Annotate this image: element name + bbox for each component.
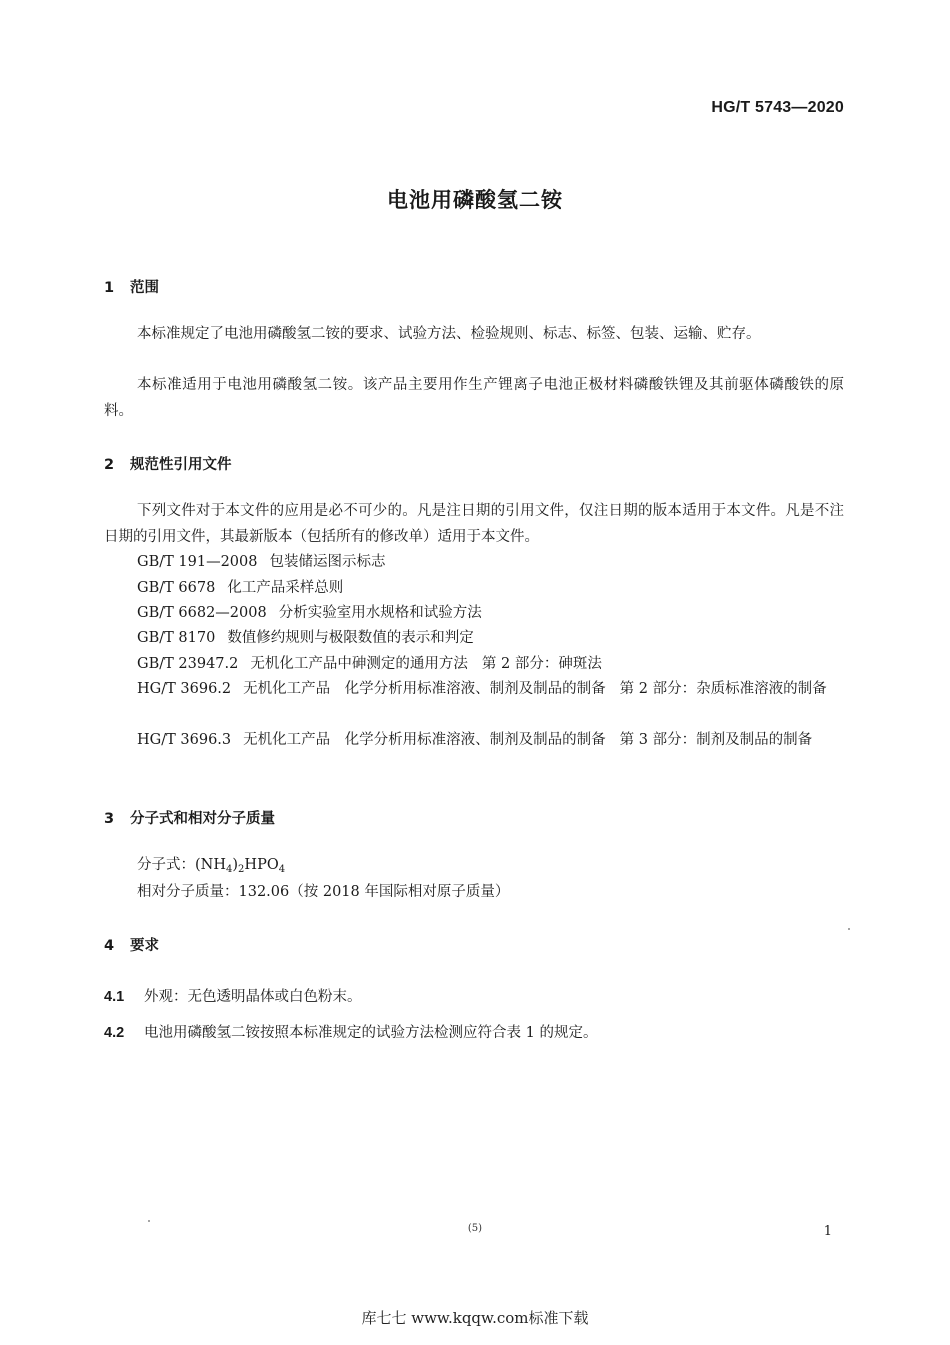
clause-number: 4.2 xyxy=(104,1025,125,1041)
watermark-text: 库七七 www.kqqw.com标准下载 xyxy=(361,1309,589,1327)
references-intro: 下列文件对于本文件的应用是必不可少的。凡是注日期的引用文件，仅注日期的版本适用于本文件。凡是不注日期的引用文件，其最新版本（包括所有的修改单）适用于本文件。 xyxy=(104,503,844,545)
section-number: 4 xyxy=(104,938,115,954)
reference-code: GB/T 23947.2 xyxy=(137,656,239,672)
reference-code: GB/T 191—2008 xyxy=(137,554,258,570)
reference-part: 第 2 部分：杂质标准溶液的制备 xyxy=(619,681,827,697)
formula-subscript: 4 xyxy=(226,864,233,875)
formula-part: HPO xyxy=(244,857,279,873)
formula-subscript: 4 xyxy=(278,864,286,875)
reference-part: 第 2 部分：砷斑法 xyxy=(481,656,602,672)
scope-paragraph-2: 本标准适用于电池用磷酸氢二铵。该产品主要用作生产锂离子电池正极材料磷酸铁锂及其前驱体磷酸铁的原料。 xyxy=(104,377,844,419)
page-number: 1 xyxy=(823,1224,832,1239)
scan-speck xyxy=(848,928,850,930)
reference-title: 无机化工产品 化学分析用标准溶液、制剂及制品的制备 xyxy=(243,681,606,697)
clause-text: 外观：无色透明晶体或白色粉末。 xyxy=(144,989,362,1005)
reference-code: GB/T 6678 xyxy=(137,580,216,596)
reference-item xyxy=(104,626,844,652)
reference-code: GB/T 6682—2008 xyxy=(137,605,267,621)
reference-title: 数值修约规则与极限数值的表示和判定 xyxy=(227,630,474,646)
section-title: 要求 xyxy=(130,938,159,954)
reference-item xyxy=(104,576,844,602)
scan-speck xyxy=(148,1220,150,1222)
reference-code: HG/T 3696.3 xyxy=(137,732,232,748)
molecular-mass: 相对分子质量：132.06（按 2018 年国际相对原子质量） xyxy=(137,884,510,900)
section-title: 分子式和相对分子质量 xyxy=(130,811,275,827)
reference-code: GB/T 8170 xyxy=(137,630,216,646)
section-3-heading xyxy=(104,807,275,828)
reference-item xyxy=(104,601,844,627)
section-title: 规范性引用文件 xyxy=(130,457,232,473)
reference-item xyxy=(104,677,844,703)
document-title: 电池用磷酸氢二铵 xyxy=(387,188,563,212)
reference-item xyxy=(104,652,844,678)
reference-item xyxy=(104,550,844,576)
formula-subscript: 2 xyxy=(238,864,245,875)
clause-4-2 xyxy=(104,1021,597,1042)
formula-part: ) xyxy=(232,857,239,873)
section-2-heading xyxy=(104,453,232,474)
reference-title: 无机化工产品中砷测定的通用方法 xyxy=(250,656,468,672)
reference-title: 分析实验室用水规格和试验方法 xyxy=(278,605,482,621)
reference-title: 无机化工产品 化学分析用标准溶液、制剂及制品的制备 xyxy=(243,732,606,748)
section-number: 1 xyxy=(104,280,115,296)
section-number: 2 xyxy=(104,457,115,473)
section-4-heading xyxy=(104,934,159,955)
molecular-formula xyxy=(137,853,285,882)
reference-part: 第 3 部分：制剂及制品的制备 xyxy=(619,732,813,748)
reference-title: 包装储运图示标志 xyxy=(269,554,386,570)
clause-4-1 xyxy=(104,985,362,1006)
reference-code: HG/T 3696.2 xyxy=(137,681,232,697)
scope-paragraph-1: 本标准规定了电池用磷酸氢二铵的要求、试验方法、检验规则、标志、标签、包装、运输、贮存。 xyxy=(137,326,761,342)
clause-number: 4.1 xyxy=(104,989,125,1005)
section-number: 3 xyxy=(104,811,115,827)
section-title: 范围 xyxy=(130,280,159,296)
footer-mark: (5) xyxy=(467,1223,483,1234)
reference-title: 化工产品采样总则 xyxy=(227,580,344,596)
clause-text: 电池用磷酸氢二铵按照本标准规定的试验方法检测应符合表 1 的规定。 xyxy=(144,1025,598,1041)
reference-item xyxy=(104,728,844,754)
formula-part: (NH xyxy=(195,857,226,873)
standard-code: HG/T 5743—2020 xyxy=(711,99,844,116)
formula-label: 分子式： xyxy=(137,857,195,873)
section-1-heading xyxy=(104,276,159,297)
